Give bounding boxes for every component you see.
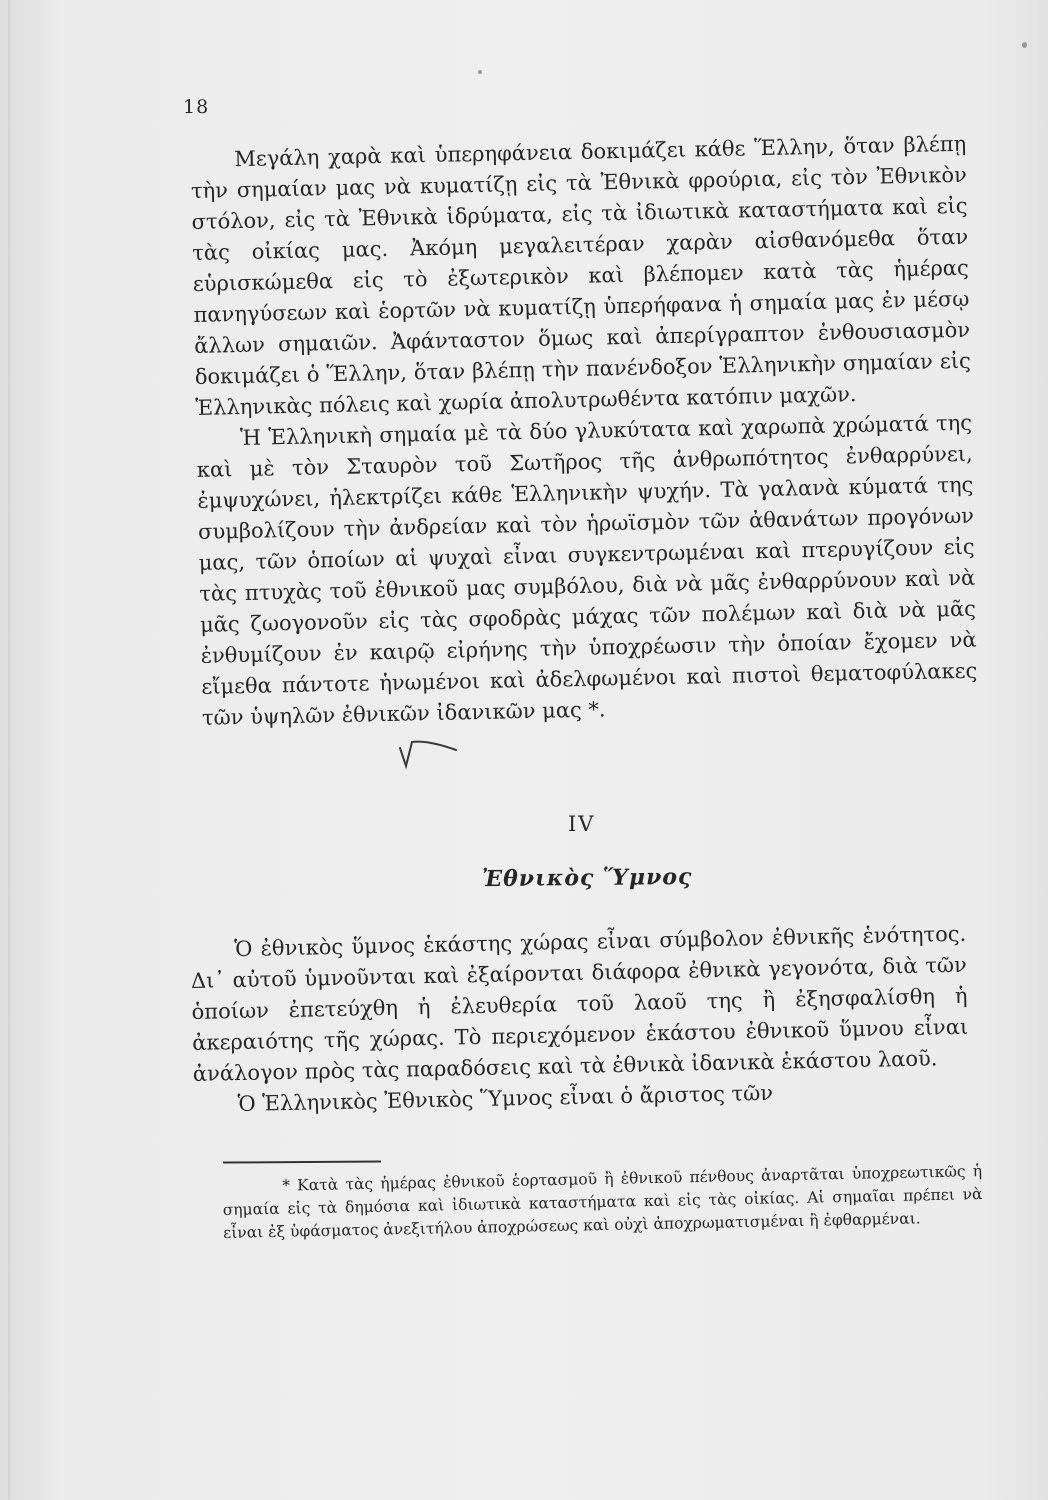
section-title: Ἐθνικὸς Ὕμνος — [481, 863, 693, 893]
section-numeral: IV — [568, 812, 596, 836]
footnote-text: * Κατὰ τὰς ἡμέρας ἐθνικοῦ ἑορτασμοῦ ἢ ἐθνικοῦ πένθους ἀναρτᾶται ὑποχρεωτικῶς ἡ σημαία εἰς τὰ δημόσια καὶ ἰδιωτικὰ καταστήματα καὶ εἰς τὰς οἰκίας. Αἱ σημαῖαι πρέπει νὰ εἶναι ἐξ ὑφάσματος ἀνεξιτήλου ἀποχρώσεως καὶ οὐχὶ ἀποχρωματισμέναι ἢ ἐφθαρμέναι. — [222, 1162, 983, 1242]
body-text-block — [190, 919, 970, 1121]
body-text-block — [190, 129, 978, 734]
paragraph: Ἡ Ἑλληνικὴ σημαία μὲ τὰ δύο γλυκύτατα καὶ χαρωπὰ χρώματά της καὶ μὲ τὸν Σταυρὸν τοῦ Σωτῆρος τῆς ἀνθρωπότητος ἐνθαρρύνει, ἐμψυχώνει, ἠλεκτρίζει κάθε Ἑλληνικὴν ψυχήν. Τὰ γαλανὰ κύματά της συμβολίζουν τὴν ἀνδρείαν καὶ τὸν ἡρωϊσμὸν τῶν ἀθανάτων προγόνων μας, τῶν ὁποίων αἱ ψυχαὶ εἶναι συγκεντρωμέναι καὶ πτερυγίζουν εἰς τὰς πτυχὰς τοῦ ἐθνικοῦ μας συμβόλου, διὰ νὰ μᾶς ἐνθαρρύνουν καὶ νὰ μᾶς ζωογονοῦν εἰς τὰς σφοδρὰς μάχας τῶν πολέμων καὶ διὰ νὰ μᾶς ἐνθυμίζουν ἐν καιρῷ εἰρήνης τὴν ὑποχρέωσιν τὴν ὁποίαν ἔχομεν νὰ εἴμεθα πάντοτε ἡνωμένοι καὶ ἀδελφωμένοι καὶ πιστοὶ θεματοφύλακες τῶν ὑψηλῶν ἐθνικῶν ἰδανικῶν μας *. — [196, 410, 978, 730]
paragraph: Μεγάλη χαρὰ καὶ ὑπερηφάνεια δοκιμάζει κάθε Ἕλλην, ὅταν βλέπῃ τὴν σημαίαν μας νὰ κυματίζῃ εἰς τὰ Ἐθνικὰ φρούρια, εἰς τὸν Ἐθνικὸν στόλον, εἰς τὰ Ἐθνικὰ ἱδρύματα, εἰς τὰ ἰδιωτικὰ καταστήματα καὶ εἰς τὰς οἰκίας μας. Ἀκόμη μεγαλειτέραν χαρὰν αἰσθανόμεθα ὅταν εὑρισκώμεθα εἰς τὸ ἐξωτερικὸν καὶ βλέπομεν κατὰ τὰς ἡμέρας πανηγύσεων καὶ ἑορτῶν νὰ κυματίζῃ ὑπερήφανα ἡ σημαία μας ἐν μέσῳ ἄλλων σημαιῶν. Ἀφάνταστον ὅμως καὶ ἀπερίγραπτον ἐνθουσιασμὸν δοκιμάζει ὁ Ἕλλην, ὅταν βλέπῃ τὴν πανένδοξον Ἑλληνικὴν σημαίαν εἰς Ἑλληνικὰς πόλεις καὶ χωρία ἀπολυτρωθέντα κατόπιν μαχῶν. — [190, 131, 971, 420]
paragraph: Ὁ Ἑλληνικὸς Ἐθνικὸς Ὕμνος εἶναι ὁ ἄριστος τῶν — [237, 1080, 774, 1117]
paper-speck — [478, 70, 482, 74]
paper-speck — [1022, 42, 1027, 48]
page-number: 18 — [183, 96, 210, 118]
page-fold-shadow — [8, 0, 11, 1500]
handwritten-check-mark — [398, 738, 462, 770]
footnote-divider — [223, 1160, 381, 1163]
paragraph: Ὁ ἐθνικὸς ὕμνος ἑκάστης χώρας εἶναι σύμβολον ἐθνικῆς ἑνότητος. Δι᾿ αὐτοῦ ὑμνοῦνται καὶ ἐξαίρονται διάφορα ἐθνικὰ γεγονότα, διὰ τῶν ὁποίων ἐπετεύχθη ἡ ἐλευθερία τοῦ λαοῦ της ἢ ἐξησφαλίσθη ἡ ἀκεραιότης τῆς χώρας. Τὸ περιεχόμενον ἑκάστου ἐθνικοῦ ὕμνου εἶναι ἀνάλογον πρὸς τὰς παραδόσεις καὶ τὰ ἐθνικὰ ἰδανικὰ ἑκάστου λαοῦ. — [190, 921, 969, 1086]
footnote — [222, 1160, 983, 1245]
